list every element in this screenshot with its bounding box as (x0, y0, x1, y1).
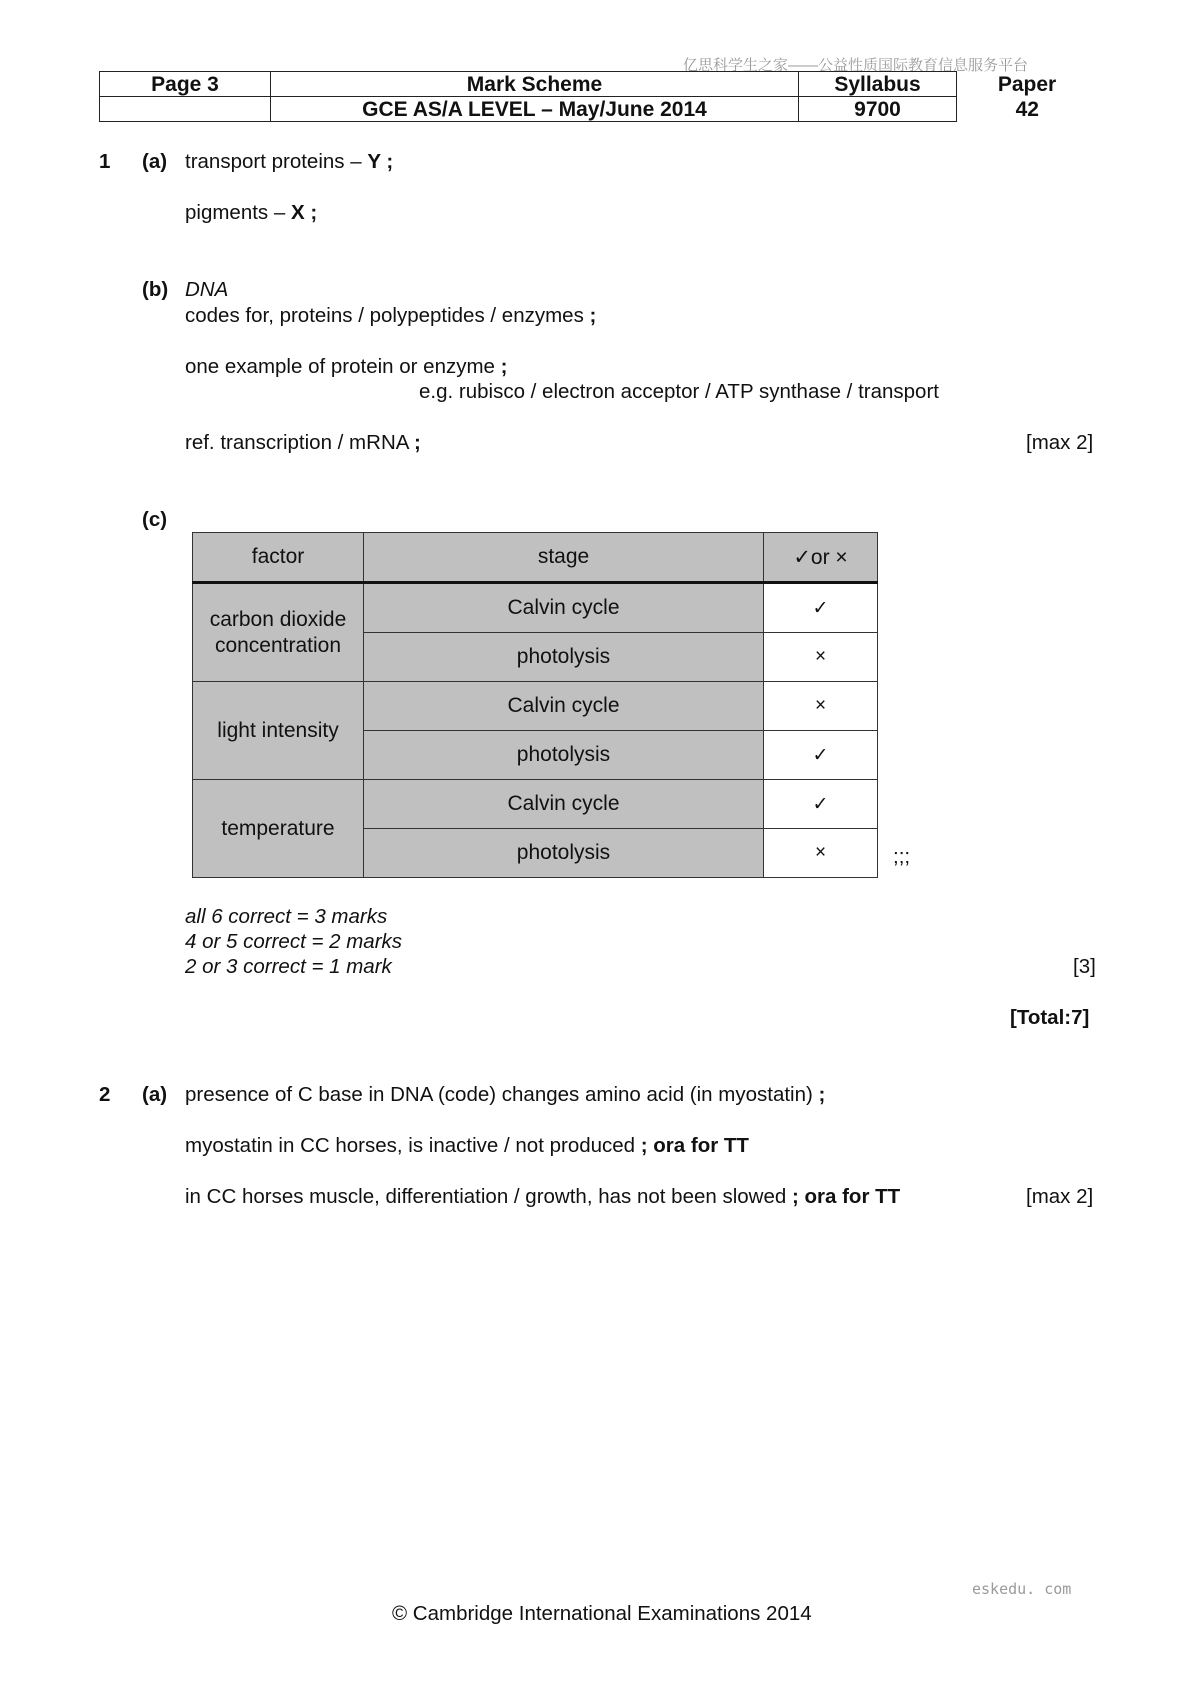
factor-stage-table (192, 532, 878, 878)
q1c-rule1: all 6 correct = 3 marks (185, 905, 388, 928)
cross-icon: × (764, 633, 878, 682)
table-row (193, 583, 878, 633)
header-page-label: Page 3 (100, 72, 271, 97)
q1b-line2: codes for, proteins / polypeptides / enzymes ; (185, 304, 597, 327)
q2a-line2: myostatin in CC horses, is inactive / not produced ; ora for TT (185, 1134, 749, 1157)
factor-cell: carbon dioxide concentration (193, 583, 364, 682)
stage-cell: photolysis (364, 731, 764, 780)
q1a-line2: pigments – X ; (185, 201, 318, 224)
stage-cell: Calvin cycle (364, 682, 764, 731)
q1c-rule2: 4 or 5 correct = 2 marks (185, 930, 403, 953)
q1-number: 1 (99, 150, 111, 173)
header-syllabus-label: Syllabus (799, 72, 957, 97)
factor-cell: temperature (193, 780, 364, 878)
table-row (193, 780, 878, 829)
q2-number: 2 (99, 1083, 111, 1106)
q2a-line3: in CC horses muscle, differentiation / growth, has not been slowed ; ora for TT (185, 1185, 901, 1208)
cross-icon: × (764, 829, 878, 878)
cross-icon: × (764, 682, 878, 731)
table-header-factor: factor (193, 533, 364, 583)
header-paper-number: 42 (1015, 97, 1039, 121)
header-exam-title: GCE AS/A LEVEL – May/June 2014 (271, 97, 799, 122)
header-table (99, 71, 1098, 122)
q1c-semicolons: ;;; (893, 845, 911, 868)
table-row (193, 682, 878, 731)
q1b-marks: [max 2] (1026, 431, 1094, 454)
header-paper-label: Paper (997, 72, 1057, 96)
footer-copyright: © Cambridge International Examinations 2014 (392, 1602, 812, 1625)
stage-cell: photolysis (364, 633, 764, 682)
header-syllabus-code: 9700 (799, 97, 957, 122)
q1b-line4: e.g. rubisco / electron acceptor / ATP synthase / transport (419, 380, 939, 403)
stage-cell: Calvin cycle (364, 780, 764, 829)
q1c-rule3: 2 or 3 correct = 1 mark (185, 955, 392, 978)
table-header-tick-or-cross: ✓or × (764, 533, 878, 583)
tick-icon: ✓ (764, 583, 878, 633)
q1c-label: (c) (142, 508, 168, 531)
header-empty-cell (100, 97, 271, 122)
q1b-label: (b) (142, 278, 169, 301)
stage-cell: photolysis (364, 829, 764, 878)
q2a-label: (a) (142, 1083, 168, 1106)
q1b-line1: DNA (185, 278, 229, 301)
q1b-line3: one example of protein or enzyme ; (185, 355, 508, 378)
watermark-bottom: eskedu. com (972, 1580, 1072, 1598)
header-mark-scheme: Mark Scheme (271, 72, 799, 97)
factor-cell: light intensity (193, 682, 364, 780)
q1-total: [Total:7] (1010, 1006, 1090, 1029)
q1b-line5: ref. transcription / mRNA ; (185, 431, 421, 454)
q1a-line1: transport proteins – Y ; (185, 150, 394, 173)
watermark-top: 亿思科学生之家——公益性质国际教育信息服务平台 (683, 57, 1029, 74)
q2a-line1: presence of C base in DNA (code) changes amino acid (in myostatin) ; (185, 1083, 826, 1106)
stage-cell: Calvin cycle (364, 583, 764, 633)
q1a-label: (a) (142, 150, 168, 173)
table-header-stage: stage (364, 533, 764, 583)
tick-icon: ✓ (764, 780, 878, 829)
tick-icon: ✓ (764, 731, 878, 780)
q2a-marks: [max 2] (1026, 1185, 1094, 1208)
q1c-marks: [3] (1073, 955, 1096, 978)
